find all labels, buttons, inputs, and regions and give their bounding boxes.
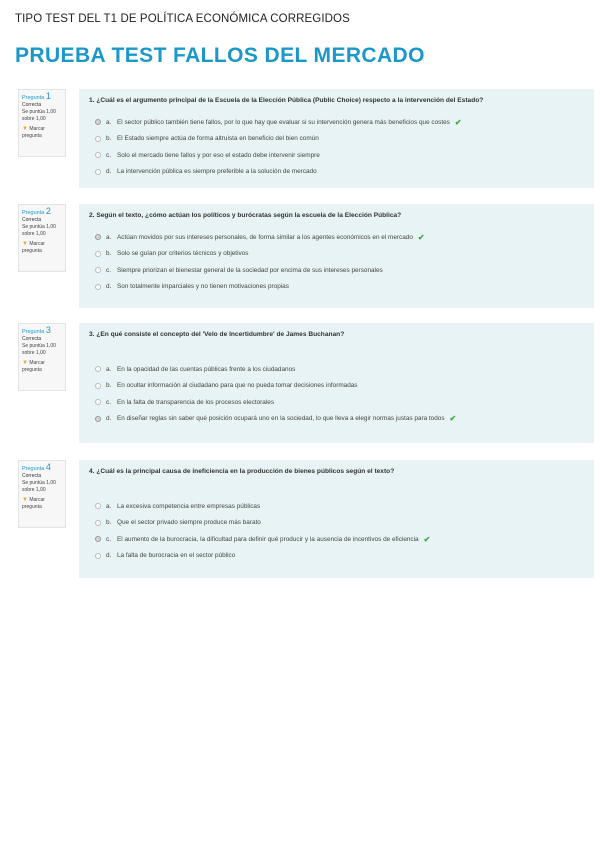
check-icon: ✔ [454,117,462,127]
flag-question-button[interactable]: ▼ Marcar pregunta [22,360,45,373]
answer-option[interactable]: b. Solo se guían por criterios técnicos y objetivos [89,246,584,263]
answer-option[interactable]: d. Son totalmente imparciales y no tienen motivaciones propias [89,279,584,296]
answer-list [89,498,584,564]
radio-button[interactable] [95,399,101,405]
radio-button[interactable] [95,152,101,158]
flag-icon: ▼ [22,360,28,366]
question-info [18,89,66,157]
check-icon: ✔ [423,534,431,544]
radio-button[interactable] [95,416,101,422]
question-content [79,323,594,443]
answer-list [89,361,584,427]
question-number: Pregunta 3 [22,325,51,335]
question-info [18,323,66,391]
radio-button[interactable] [95,503,101,509]
question-info [18,204,66,272]
question-text: 1. ¿Cuál es el argumento principal de la Escuela de la Elección Pública (Public Choice) respecto a la intervención del Estado? [89,97,484,104]
flag-question-button[interactable]: ▼ Marcar pregunta [22,497,45,510]
question-text: 2. Según el texto, ¿cómo actúan los políticos y burócratas según la escuela de la Elección Pública? [89,212,402,219]
answer-option[interactable]: a. Actúan movidos por sus intereses personales, de forma similar a los agentes económicos en el mercado ✔ [89,229,584,246]
question-score: Se puntúa 1,00 sobre 1,00 [22,480,56,493]
question-number: Pregunta 4 [22,462,51,472]
question-text: 4. ¿Cuál es la principal causa de ineficiencia en la producción de bienes públicos según el texto? [89,468,395,475]
check-icon: ✔ [417,232,425,242]
check-icon: ✔ [449,414,457,424]
question-number: Pregunta 1 [22,91,51,101]
flag-question-button[interactable]: ▼ Marcar pregunta [22,241,45,254]
answer-option[interactable]: b. En ocultar información al ciudadano para que no pueda tomar decisiones informadas [89,378,584,395]
flag-icon: ▼ [22,497,28,503]
radio-button[interactable] [95,284,101,290]
question-content [79,460,594,578]
answer-option[interactable]: a. El sector público también tiene fallos, por lo que hay que evaluar si su intervención genera más beneficios que costes ✔ [89,114,584,131]
question-state: Correcta [22,473,42,479]
document-header: TIPO TEST DEL T1 DE POLÍTICA ECONÓMICA CORREGIDOS [15,13,350,25]
answer-option[interactable]: c. Solo el mercado tiene fallos y por eso el estado debe intervenir siempre [89,147,584,164]
radio-button[interactable] [95,536,101,542]
answer-option[interactable]: b. El Estado siempre actúa de forma altruista en beneficio del bien común [89,131,584,148]
answer-option[interactable]: c. En la falta de transparencia de los procesos electorales [89,394,584,411]
answer-list [89,114,584,180]
answer-option[interactable]: c. Siempre priorizan el bienestar general de la sociedad por encima de sus intereses personales [89,262,584,279]
radio-button[interactable] [95,553,101,559]
question-text: 3. ¿En qué consiste el concepto del 'Velo de Incertidumbre' de James Buchanan? [89,331,345,338]
question-score: Se puntúa 1,00 sobre 1,00 [22,109,56,122]
question-state: Correcta [22,217,42,223]
question-state: Correcta [22,102,42,108]
radio-button[interactable] [95,267,101,273]
answer-option[interactable]: d. En diseñar reglas sin saber qué posición ocupará uno en la sociedad, lo que lleva a elegir normas justas para todos ✔ [89,411,584,428]
flag-icon: ▼ [22,126,28,132]
answer-option[interactable]: a. La excesiva competencia entre empresas públicas [89,498,584,515]
question-info [18,460,66,528]
question-number: Pregunta 2 [22,206,51,216]
radio-button[interactable] [95,383,101,389]
flag-icon: ▼ [22,241,28,247]
question-state: Correcta [22,336,42,342]
question-score: Se puntúa 1,00 sobre 1,00 [22,224,56,237]
radio-button[interactable] [95,366,101,372]
answer-option[interactable]: a. En la opacidad de las cuentas públicas frente a los ciudadanos [89,361,584,378]
radio-button[interactable] [95,251,101,257]
radio-button[interactable] [95,169,101,175]
page-title: PRUEBA TEST FALLOS DEL MERCADO [15,44,425,67]
question-score: Se puntúa 1,00 sobre 1,00 [22,343,56,356]
answer-list [89,229,584,295]
question-content [79,204,594,308]
radio-button[interactable] [95,119,101,125]
answer-option[interactable]: d. La falta de burocracia en el sector público [89,548,584,565]
flag-question-button[interactable]: ▼ Marcar pregunta [22,126,45,139]
question-content [79,89,594,188]
radio-button[interactable] [95,520,101,526]
radio-button[interactable] [95,234,101,240]
radio-button[interactable] [95,136,101,142]
answer-option[interactable]: c. El aumento de la burocracia, la dificultad para definir qué producir y la ausencia de incentivos de eficiencia ✔ [89,531,584,548]
answer-option[interactable]: d. La intervención pública es siempre preferible a la solución de mercado [89,164,584,181]
answer-option[interactable]: b. Que el sector privado siempre produce más barato [89,515,584,532]
